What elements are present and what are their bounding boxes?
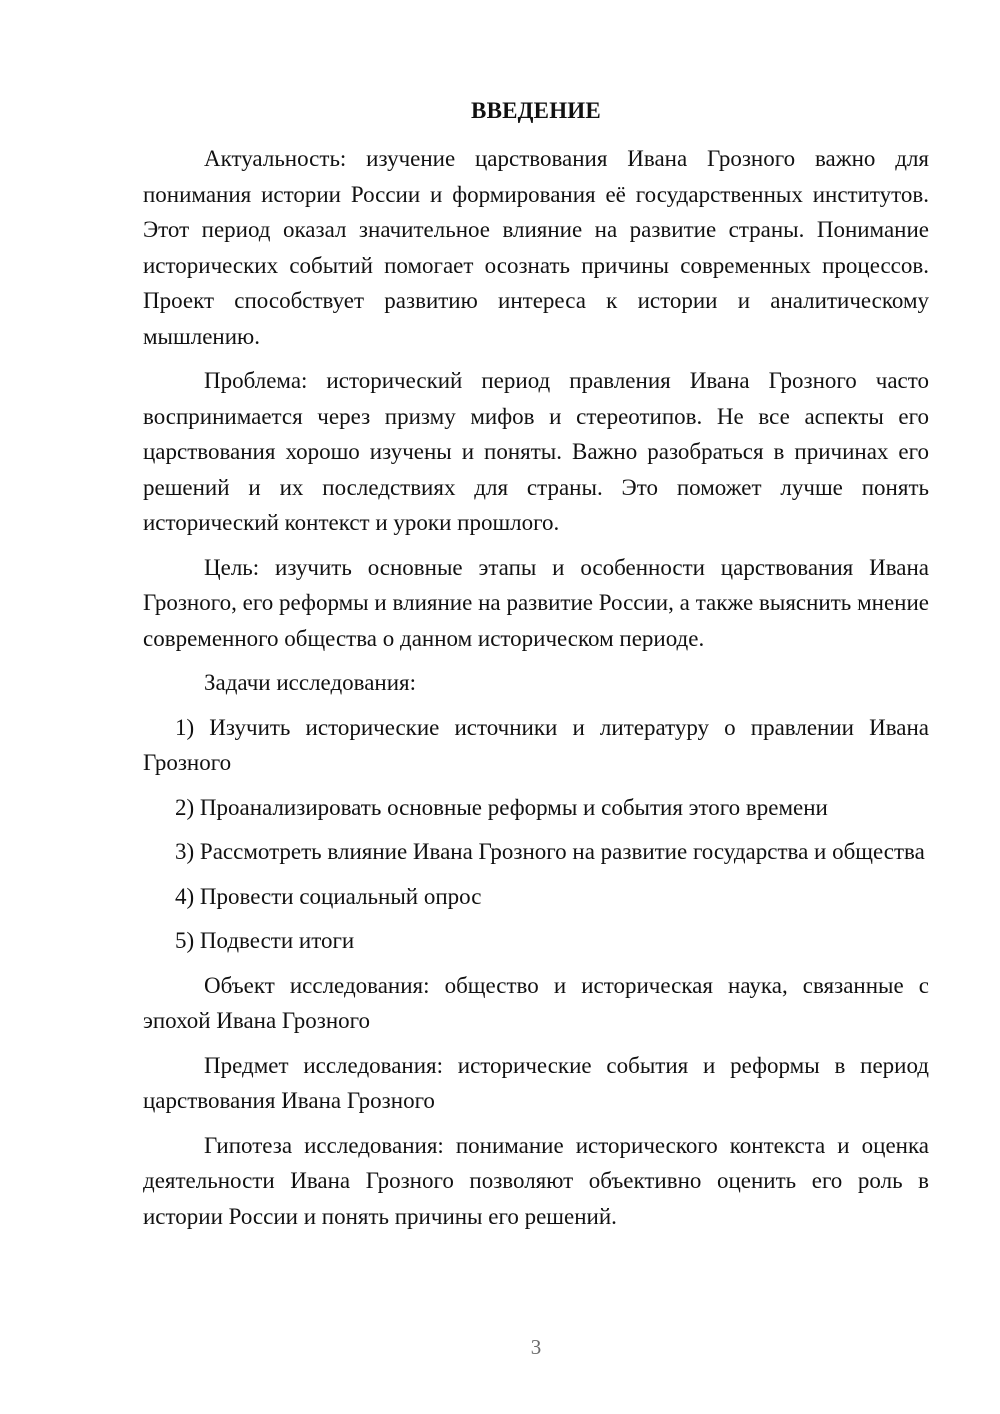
relevance-paragraph: Актуальность: изучение царствования Ивана Грозного важно для понимания истории России и формирования её государственных институтов. Этот период оказал значительное влияние на развитие страны. Понимание исторических событий помогает осознать причины современных процессов. Проект способствует развитию интереса к истории и аналитическому мышлению. xyxy=(143,146,929,349)
task-item: 2) Проанализировать основные реформы и события этого времени xyxy=(175,794,828,820)
object-paragraph: Объект исследования: общество и историческая наука, связанные с эпохой Ивана Грозного xyxy=(143,972,929,1033)
tasks-heading: Задачи исследования: xyxy=(204,670,417,695)
goal-paragraph: Цель: изучить основные этапы и особенности царствования Ивана Грозного, его реформы и влияние на развитие России, а также выяснить мнение современного общества о данном историческом периоде. xyxy=(143,554,929,651)
task-item: 5) Подвести итоги xyxy=(175,928,355,953)
problem-paragraph: Проблема: исторический период правления Ивана Грозного часто воспринимается через призму мифов и стереотипов. Не все аспекты его царствования хорошо изучены и поняты. Важно разобраться в причинах его решений и их последствиях для страны. Это поможет лучше понять исторический контекст и уроки прошлого. xyxy=(143,368,929,535)
page-number: 3 xyxy=(530,1335,542,1359)
document-body xyxy=(143,141,929,1234)
task-item: 3) Рассмотреть влияние Ивана Грозного на развитие государства и общества xyxy=(175,839,925,864)
page-title: ВВЕДЕНИЕ xyxy=(471,98,601,123)
subject-paragraph: Предмет исследования: исторические события и реформы в период царствования Ивана Грозного xyxy=(143,1052,929,1113)
hypothesis-paragraph: Гипотеза исследования: понимание исторического контекста и оценка деятельности Ивана Грозного позволяют объективно оценить его роль в истории России и понять причины его решений. xyxy=(143,1132,929,1229)
task-item: 4) Провести социальный опрос xyxy=(175,883,482,909)
task-item: 1) Изучить исторические источники и литературу о правлении Ивана Грозного xyxy=(143,714,929,775)
